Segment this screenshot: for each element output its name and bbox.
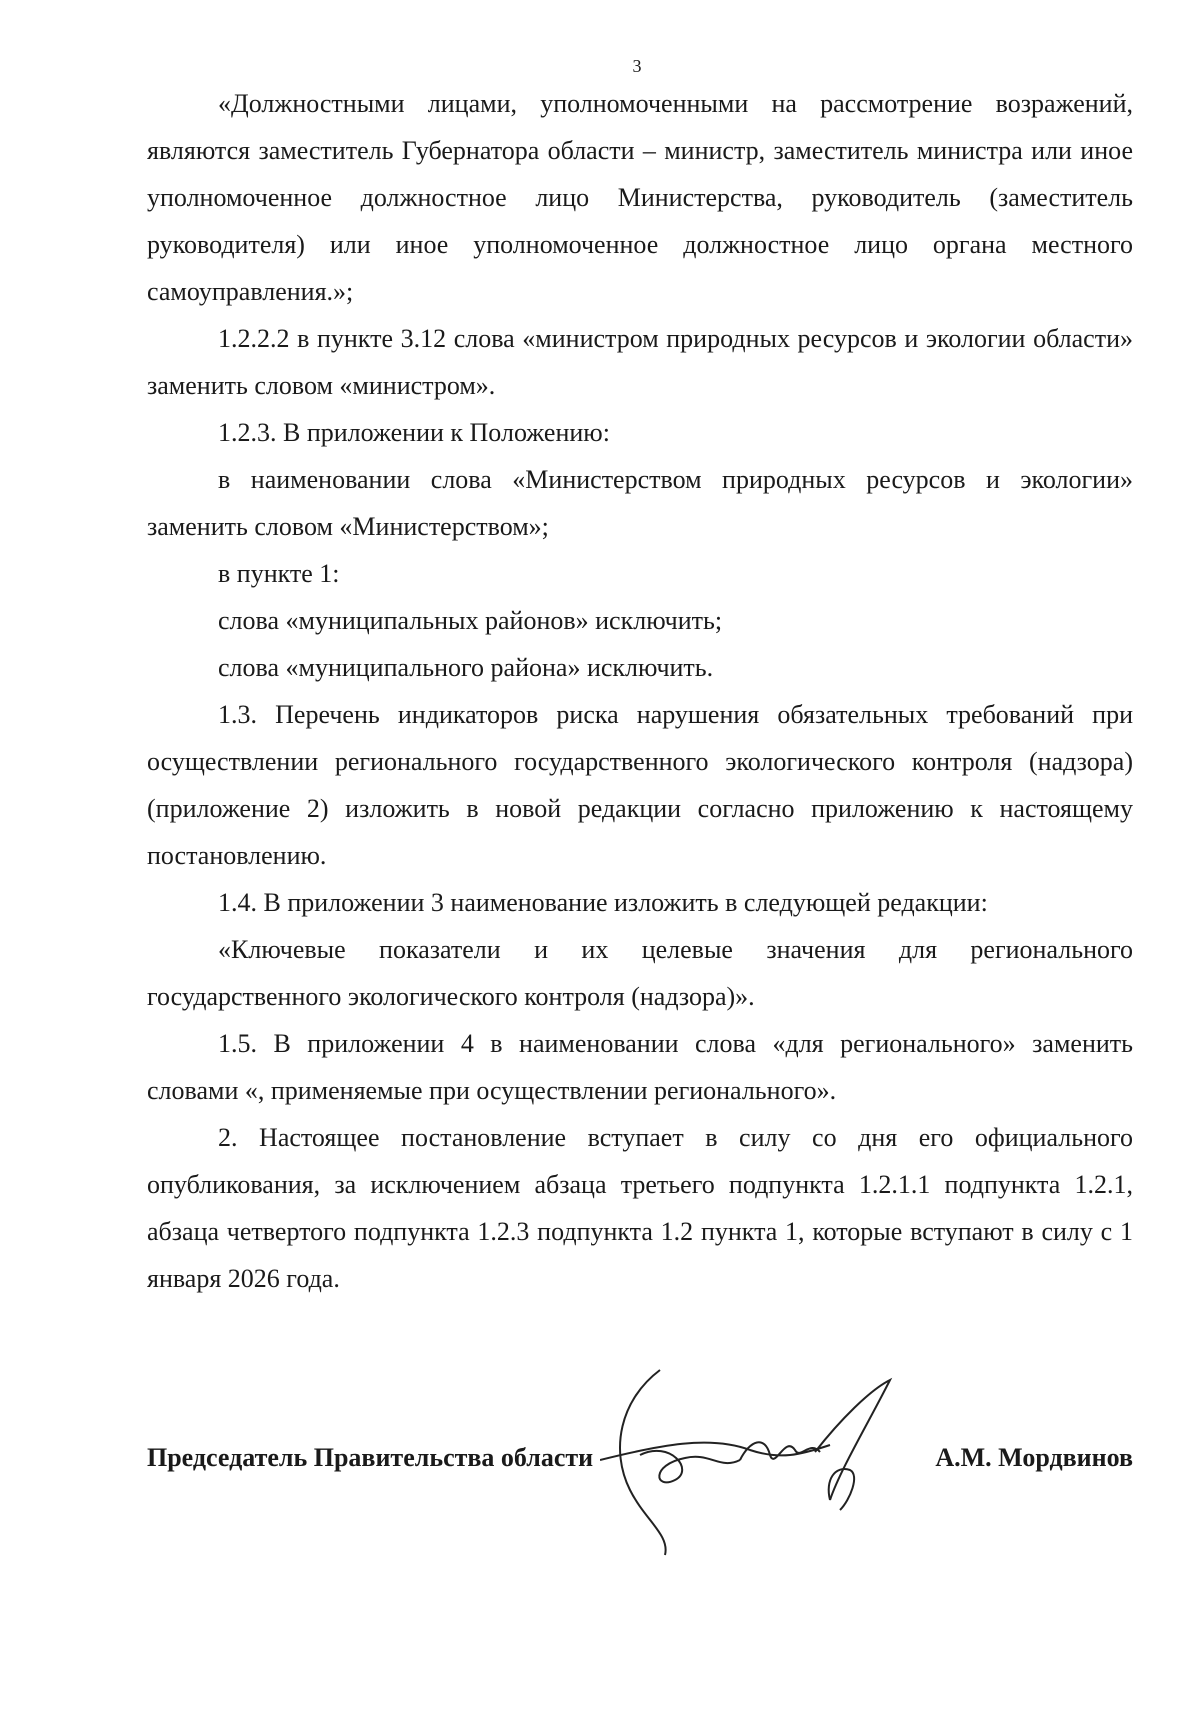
paragraph: 1.3. Перечень индикаторов риска нарушения обязательных требований при осуществлении регионального государственного экологического контроля (надзора) (приложение 2) изложить в новой редакции согласно приложению к настоящему постановлению. [147, 700, 1133, 870]
paragraph: 2. Настоящее постановление вступает в силу со дня его официального опубликования, за исключением абзаца третьего подпункта 1.2.1.1 подпункта 1.2.1, абзаца четвертого подпункта 1.2.3 подпункта 1.2 пункта 1, которые вступают в силу с 1 января 2026 года. [147, 1123, 1133, 1293]
paragraph: слова «муниципальных районов» исключить; [218, 606, 723, 635]
paragraph: «Должностными лицами, уполномоченными на рассмотрение возражений, являются заместитель Губернатора области – министр, заместитель министра или иное уполномоченное должностное лицо Министерства, руководитель (заместитель руководителя) или иное уполномоченное должностное лицо органа местного самоуправления.»; [147, 89, 1133, 306]
signatory-name: А.М. Мордвинов [935, 1443, 1133, 1472]
paragraph: 1.5. В приложении 4 в наименовании слова «для регионального» заменить словами «, применяемые при осуществлении регионального». [147, 1029, 1133, 1105]
signatory-title: Председатель Правительства области [147, 1443, 594, 1472]
page-number: 3 [632, 56, 642, 76]
paragraph: «Ключевые показатели и их целевые значения для регионального государственного экологического контроля (надзора)». [147, 935, 1133, 1011]
document-body [147, 80, 1133, 1302]
paragraph: в пункте 1: [218, 559, 340, 588]
handwritten-signature [600, 1360, 960, 1560]
paragraph: в наименовании слова «Министерством природных ресурсов и экологии» заменить словом «Министерством»; [147, 465, 1133, 541]
paragraph: слова «муниципального района» исключить. [218, 653, 714, 682]
paragraph: 1.4. В приложении 3 наименование изложить в следующей редакции: [218, 888, 988, 917]
paragraph: 1.2.2.2 в пункте 3.12 слова «министром природных ресурсов и экологии области» заменить словом «министром». [147, 324, 1133, 400]
paragraph: 1.2.3. В приложении к Положению: [218, 418, 610, 447]
